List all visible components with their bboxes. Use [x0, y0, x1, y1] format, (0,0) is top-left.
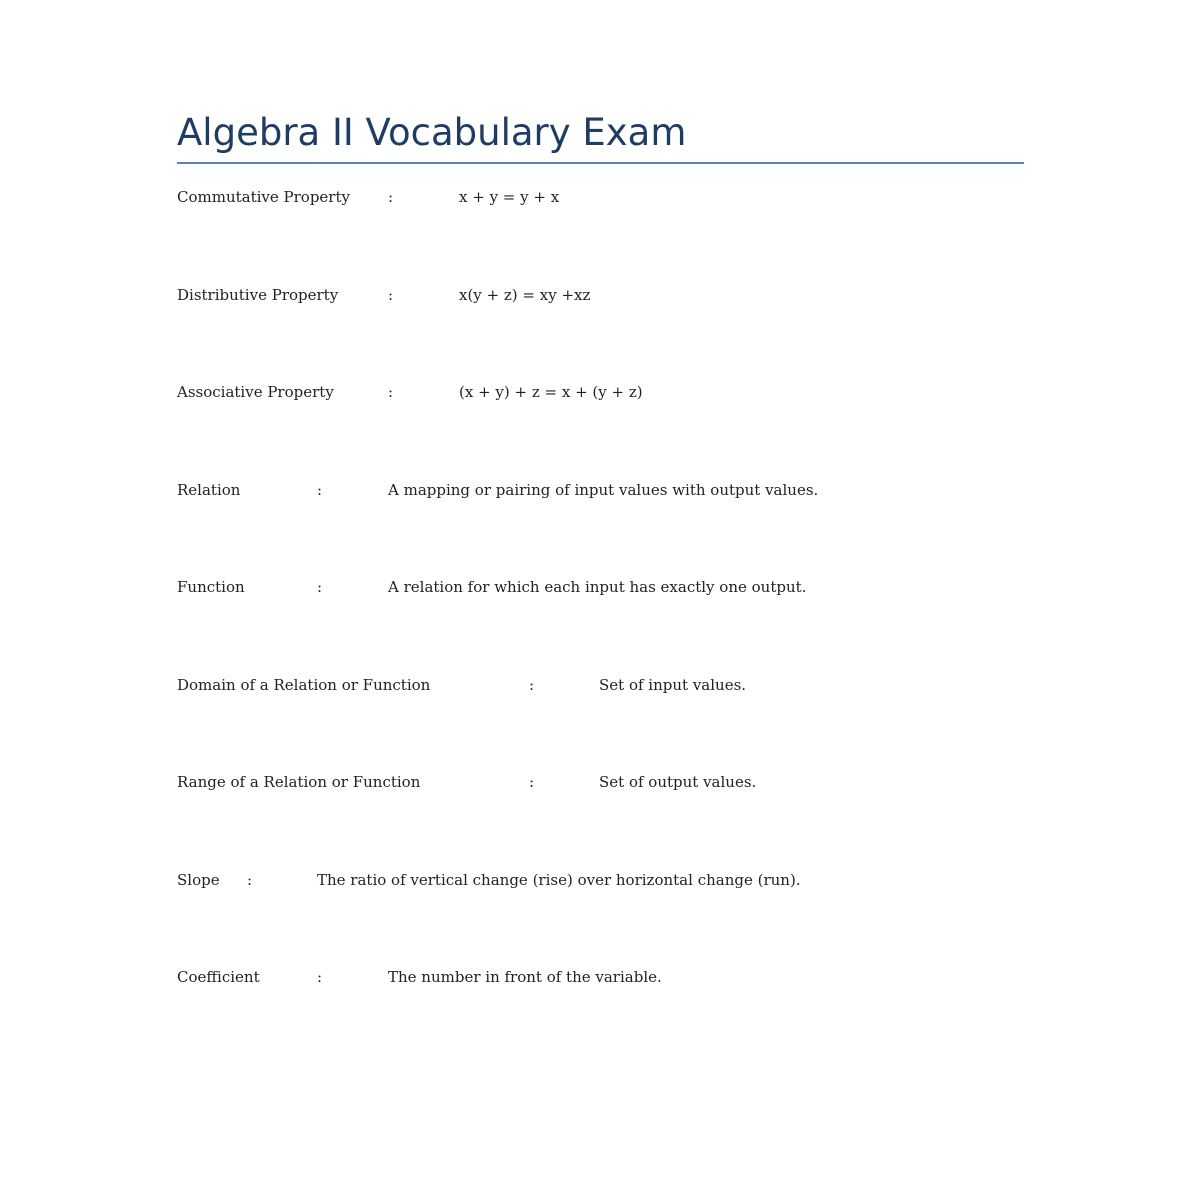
title-underline [177, 162, 1024, 164]
vocab-definition: x + y = y + x [459, 188, 560, 206]
vocab-term: Function [177, 578, 245, 596]
vocab-definition: Set of input values. [599, 676, 747, 694]
page-title: Algebra II Vocabulary Exam [177, 111, 687, 154]
vocab-definition: The ratio of vertical change (rise) over horizontal change (run). [317, 871, 801, 889]
vocab-definition: (x + y) + z = x + (y + z) [459, 383, 643, 401]
vocab-term: Coefficient [177, 968, 260, 986]
vocab-term: Associative Property [177, 383, 334, 401]
vocab-definition: A relation for which each input has exactly one output. [388, 578, 807, 596]
vocab-separator: : [388, 383, 394, 401]
vocab-separator: : [247, 871, 253, 889]
vocab-term: Range of a Relation or Function [177, 773, 421, 791]
vocab-separator: : [317, 968, 323, 986]
vocab-separator: : [388, 286, 394, 304]
vocab-separator: : [529, 773, 535, 791]
vocab-term: Distributive Property [177, 286, 339, 304]
vocab-definition: A mapping or pairing of input values with output values. [388, 481, 819, 499]
vocab-definition: x(y + z) = xy +xz [459, 286, 591, 304]
vocab-term: Domain of a Relation or Function [177, 676, 431, 694]
vocab-separator: : [388, 188, 394, 206]
vocab-separator: : [317, 578, 323, 596]
vocab-term: Commutative Property [177, 188, 350, 206]
vocab-separator: : [529, 676, 535, 694]
vocab-separator: : [317, 481, 323, 499]
vocab-term: Slope [177, 871, 220, 889]
vocab-term: Relation [177, 481, 241, 499]
vocab-definition: The number in front of the variable. [388, 968, 662, 986]
vocab-definition: Set of output values. [599, 773, 757, 791]
